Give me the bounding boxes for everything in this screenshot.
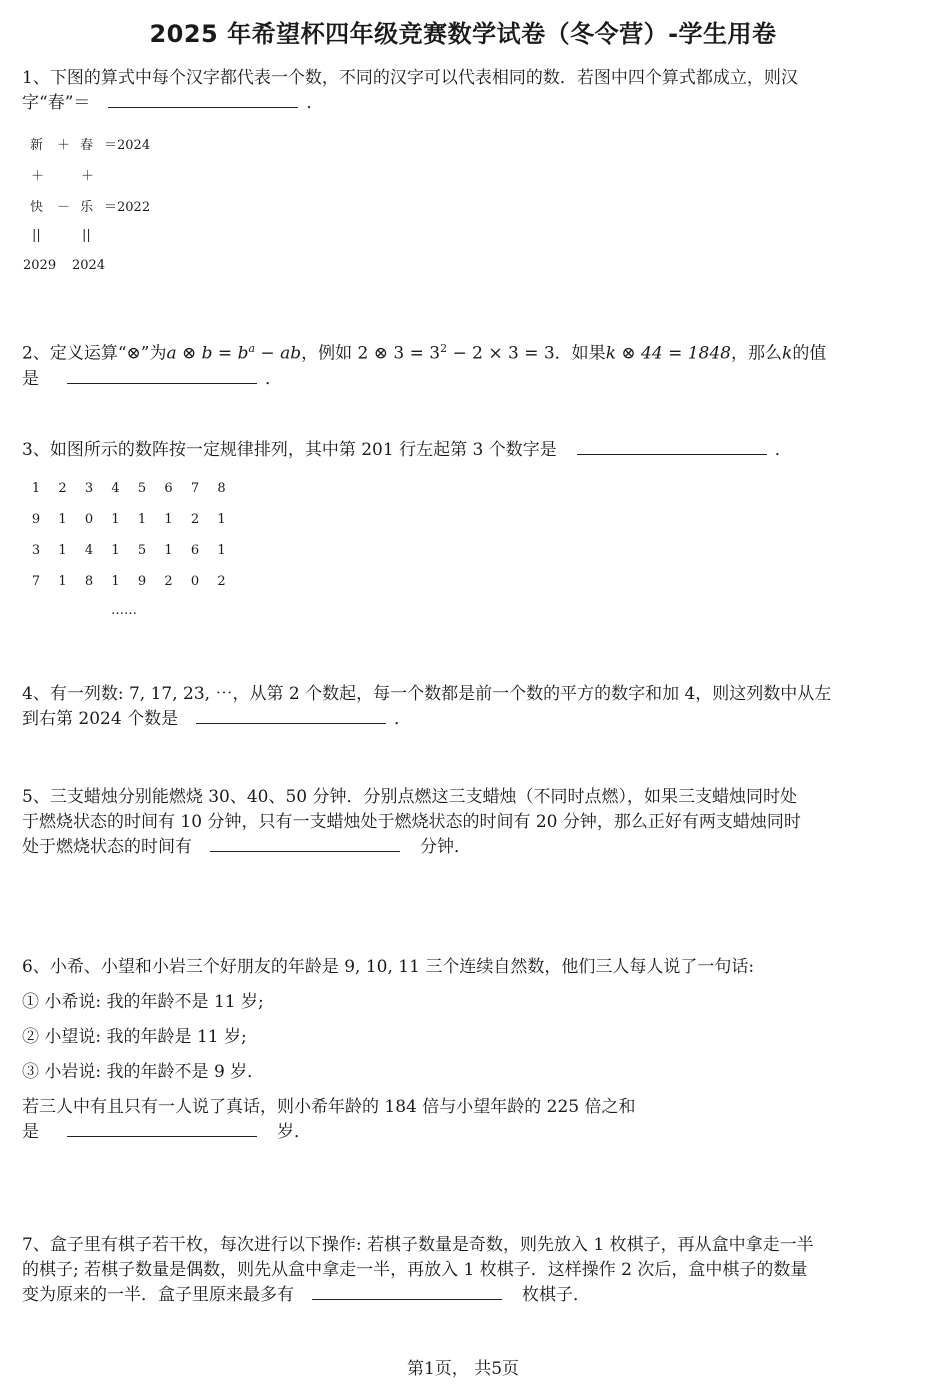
question-7-unit: 枚棋子． [522, 1285, 590, 1305]
grid-cell: 2 [164, 574, 173, 589]
grid-cell: 3 [84, 481, 94, 496]
page-title: 2025 年希望杯四年级竞赛数学试卷（冬令营）-学生用卷 [149, 20, 777, 48]
grid-cell: 0 [190, 574, 200, 589]
formula: a ⊗ b = b [166, 343, 249, 364]
statement-1: ① 小希说: 我的年龄不是 11 岁; [22, 992, 264, 1012]
grid-cell: 8 [84, 574, 94, 589]
question-5-line3 [22, 835, 906, 860]
equals-vertical: || [32, 228, 41, 243]
answer-blank-5[interactable] [210, 835, 400, 852]
grid-cell: 5 [137, 481, 147, 496]
grid-cell: 2 [58, 481, 67, 496]
grid-cell: 1 [111, 543, 120, 558]
grid-cell: 1 [58, 574, 67, 589]
question-7-line2: 的棋子; 若棋子数量是偶数，则先从盒中拿走一半，再放入 1 枚棋子．这样操作 2 次后，盒中棋子的数量 [22, 1260, 808, 1280]
equation-result: ＝2024 [104, 138, 151, 153]
question-2-text: ，例如 2 ⊗ 3 = 3 [301, 343, 441, 364]
question-7 [22, 1233, 906, 1308]
grid-cell: 1 [217, 512, 226, 527]
question-1-prompt: 字“春”＝ [22, 93, 91, 113]
grid-cell: 7 [190, 481, 200, 496]
grid-cell: 1 [58, 543, 67, 558]
char-xin: 新 [30, 138, 44, 153]
statement-3: ③ 小岩说: 我的年龄不是 9 岁． [22, 1062, 265, 1082]
formula: − ab [255, 343, 302, 364]
grid-cell: 8 [217, 481, 226, 496]
question-4-text-line1: 4、有一列数: 7, 17, 23, ⋯，从第 2 个数起，每一个数都是前一个数的平方的数字和加 4，则这列数中从左 [22, 684, 832, 704]
grid-cell: 4 [84, 543, 94, 558]
question-3-end: ． [774, 440, 792, 460]
question-2-text-line1 [22, 336, 906, 367]
superscript: a [248, 342, 256, 355]
question-2-end: ． [265, 368, 282, 389]
question-2-text: 的值 [792, 343, 827, 364]
question-1 [22, 66, 906, 116]
result-value: 2029 [23, 258, 57, 273]
superscript: 2 [440, 342, 448, 355]
char-le: 乐 [80, 200, 94, 215]
grid-cell: 1 [137, 512, 147, 527]
question-4-prompt: 到右第 2024 个数是 [22, 709, 179, 729]
question-3 [22, 438, 906, 463]
question-5-prompt: 处于燃烧状态的时间有 [22, 837, 192, 857]
grid-cell: 1 [31, 481, 41, 496]
question-3-text: 3、如图所示的数阵按一定规律排列，其中第 201 行左起第 3 个数字是 [22, 440, 557, 460]
grid-cell: 1 [111, 512, 120, 527]
question-4-text-line2 [22, 707, 906, 732]
grid-cell: 6 [164, 481, 173, 496]
question-6-unit: 岁． [277, 1122, 311, 1142]
question-6-prompt: 是 [22, 1122, 39, 1142]
question-5-unit: 分钟． [420, 837, 471, 857]
equals-vertical: || [82, 228, 91, 243]
answer-blank-1[interactable] [108, 91, 298, 108]
char-chun: 春 [80, 138, 94, 153]
question-6-line1: 6、小希、小望和小岩三个好朋友的年龄是 9, 10, 11 三个连续自然数，他们三人每人说了一句话: [22, 957, 755, 977]
minus-sign: － [57, 200, 71, 215]
equation-result: ＝2022 [104, 200, 151, 215]
grid-cell: 1 [58, 512, 67, 527]
grid-cell: 7 [31, 574, 41, 589]
question-2-text: 2、定义运算“⊗”为 [22, 343, 167, 364]
result-value: 2024 [72, 258, 106, 273]
question-7-line1: 7、盒子里有棋子若干枚，每次进行以下操作: 若棋子数量是奇数，则先放入 1 枚棋子，再从盒中拿走一半 [22, 1235, 814, 1255]
variable: k [782, 343, 793, 364]
question-4-end: ． [394, 709, 412, 729]
plus-sign: ＋ [81, 169, 95, 184]
grid-cell: 9 [31, 512, 41, 527]
char-kuai: 快 [30, 200, 44, 215]
grid-cell: 1 [164, 543, 173, 558]
question-2 [22, 336, 906, 392]
answer-blank-3[interactable] [577, 438, 767, 455]
grid-cell: 0 [84, 512, 94, 527]
answer-blank-7[interactable] [312, 1283, 502, 1300]
grid-cell: 4 [111, 481, 120, 496]
question-2-prompt: 是 [22, 368, 39, 389]
question-1-text-line2 [22, 91, 906, 116]
question-7-line3 [22, 1283, 906, 1308]
question-5-line2: 于燃烧状态的时间有 10 分钟，只有一支蜡烛处于燃烧状态的时间有 20 分钟，那么正好有两支蜡烛同时 [22, 812, 801, 832]
question-7-prompt: 变为原来的一半．盒子里原来最多有 [22, 1285, 294, 1305]
ellipsis: …… [111, 603, 137, 618]
question-1-end: ． [306, 93, 324, 113]
grid-cell: 1 [164, 512, 173, 527]
page-footer: 第1页， 共5页 [406, 1359, 520, 1379]
grid-cell: 1 [111, 574, 120, 589]
grid-cell: 1 [217, 543, 226, 558]
answer-blank-4[interactable] [196, 707, 386, 724]
question-5 [22, 785, 906, 860]
question-2-text-line2 [22, 367, 906, 392]
question-6 [22, 955, 906, 1145]
question-4 [22, 682, 906, 732]
answer-blank-6[interactable] [67, 1120, 257, 1137]
grid-cell: 9 [137, 574, 147, 589]
question-2-text: − 2 × 3 = 3．如果 [447, 343, 606, 364]
statement-2: ② 小望说: 我的年龄是 11 岁; [22, 1027, 247, 1047]
question-5-line1: 5、三支蜡烛分别能燃烧 30、40、50 分钟．分别点燃这三支蜡烛（不同时点燃），如果三支蜡烛同时处 [22, 787, 798, 807]
grid-cell: 3 [31, 543, 41, 558]
formula: k ⊗ 44 = 1848 [605, 343, 731, 364]
question-1-text-line1: 1、下图的算式中每个汉字都代表一个数，不同的汉字可以代表相同的数．若图中四个算式都成立，则汉 [22, 68, 798, 88]
grid-cell: 2 [190, 512, 200, 527]
plus-sign: ＋ [57, 138, 71, 153]
grid-cell: 6 [190, 543, 200, 558]
question-2-text: ，那么 [731, 343, 782, 364]
answer-blank-2[interactable] [67, 367, 257, 384]
question-6-line5: 若三人中有且只有一人说了真话，则小希年龄的 184 倍与小望年龄的 225 倍之和 [22, 1097, 636, 1117]
grid-cell: 5 [137, 543, 147, 558]
question-6-line6 [22, 1120, 906, 1145]
grid-cell: 2 [217, 574, 226, 589]
plus-sign: ＋ [31, 169, 45, 184]
